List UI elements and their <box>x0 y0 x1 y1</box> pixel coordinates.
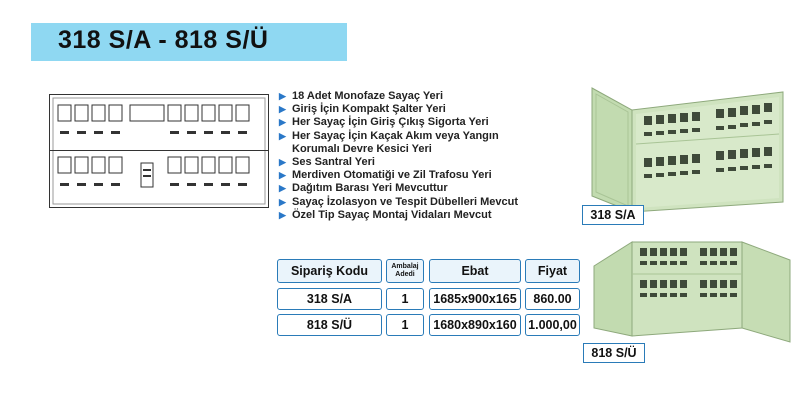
list-item-continuation: Korumalı Devre Kesici Yeri <box>292 142 432 155</box>
page-title: 318 S/A - 818 S/Ü <box>58 26 269 54</box>
table-row-code: 818 S/Ü <box>277 314 382 336</box>
bullet-arrow-icon: ▶ <box>279 157 286 168</box>
table-row-size: 1680x890x160 <box>429 314 521 336</box>
list-item: ▶ Özel Tip Sayaç Montaj Vidaları Mevcut <box>279 208 492 221</box>
list-item: ▶ Giriş İçin Kompakt Şalter Yeri <box>279 103 446 116</box>
bullet-arrow-icon: ▶ <box>279 196 286 207</box>
list-item: ▶ Merdiven Otomatiği ve Zil Trafosu Yeri <box>279 169 492 182</box>
cabinet-photo-318 <box>588 84 793 214</box>
cabinet-schematic <box>49 94 269 208</box>
header-price: Fiyat <box>525 259 580 283</box>
list-item: ▶ Her Sayaç İçin Kaçak Akım veya Yangın <box>279 129 499 142</box>
list-item: ▶ Her Sayaç İçin Giriş Çıkış Sigorta Yeri <box>279 116 489 129</box>
table-row-code: 318 S/A <box>277 288 382 310</box>
bullet-arrow-icon: ▶ <box>279 209 286 220</box>
photo-label-318: 318 S/A <box>582 205 644 225</box>
bullet-arrow-icon: ▶ <box>279 117 286 128</box>
cabinet-photo-818 <box>592 236 795 346</box>
table-row-pack: 1 <box>386 288 424 310</box>
feature-list <box>279 90 579 222</box>
bullet-arrow-icon: ▶ <box>279 183 286 194</box>
photo-label-818: 818 S/Ü <box>583 343 645 363</box>
list-item: ▶ Ses Santral Yeri <box>279 156 375 169</box>
list-item: ▶ 18 Adet Monofaze Sayaç Yeri <box>279 90 444 102</box>
header-size: Ebat <box>429 259 521 283</box>
header-package-count: Ambalaj Adedi <box>386 259 424 283</box>
table-row-pack: 1 <box>386 314 424 336</box>
bullet-arrow-icon: ▶ <box>279 91 286 101</box>
bullet-arrow-icon: ▶ <box>279 170 286 181</box>
bullet-arrow-icon: ▶ <box>279 104 286 115</box>
table-row-price: 860.00 <box>525 288 580 310</box>
bullet-arrow-icon: ▶ <box>279 130 286 141</box>
table-row-price: 1.000,00 <box>525 314 580 336</box>
list-item: ▶ Dağıtım Barası Yeri Mevcuttur <box>279 182 448 195</box>
table-row-size: 1685x900x165 <box>429 288 521 310</box>
list-item: ▶ Sayaç İzolasyon ve Tespit Dübelleri Mevcut <box>279 195 518 208</box>
schematic-drawing <box>50 95 268 207</box>
header-order-code: Sipariş Kodu <box>277 259 382 283</box>
